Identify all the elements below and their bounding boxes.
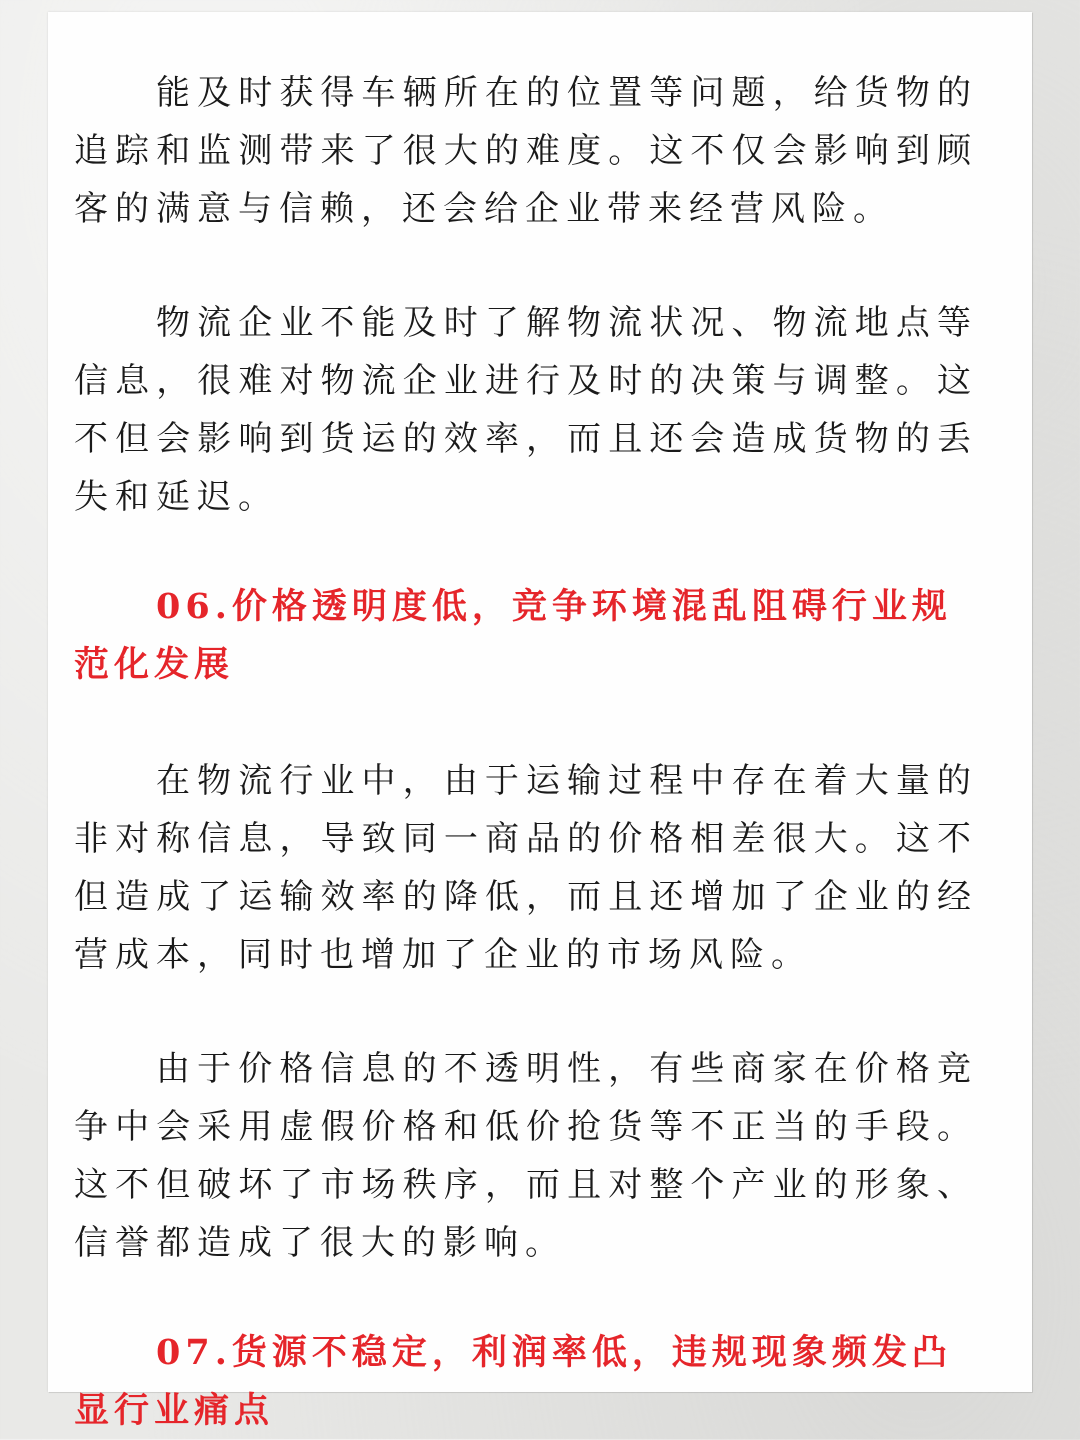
paragraph-logistics-info: 物流企业不能及时了解物流状况、物流地点等信息，很难对物流企业进行及时的决策与调整。这不但会影响到货运的效率，而且还会造成货物的丢失和延迟。 <box>74 303 978 517</box>
paragraph-continued: 能及时获得车辆所在的位置等问题，给货物的追踪和监测带来了很大的难度。这不仅会影响到顾客的满意与信赖，还会给企业带来经营风险。 <box>74 73 978 229</box>
paragraph-price-asymmetry: 在物流行业中，由于运输过程中存在着大量的非对称信息，导致同一商品的价格相差很大。这不但造成了运输效率的降低，而且还增加了企业的经营成本，同时也增加了企业的市场风险。 <box>74 761 978 975</box>
paragraph-price-competition: 由于价格信息的不透明性，有些商家在价格竞争中会采用虚假价格和低价抢货等不正当的手段。这不但破坏了市场秩序，而且对整个产业的形象、信誉都造成了很大的影响。 <box>74 1049 978 1263</box>
section-heading-07: 07.货源不稳定，利润率低，违规现象频发凸显行业痛点 <box>74 1332 952 1431</box>
article-card <box>48 12 1032 1431</box>
section-heading-06: 06.价格透明度低，竞争环境混乱阻碍行业规范化发展 <box>74 586 952 685</box>
article-body <box>74 64 978 1440</box>
